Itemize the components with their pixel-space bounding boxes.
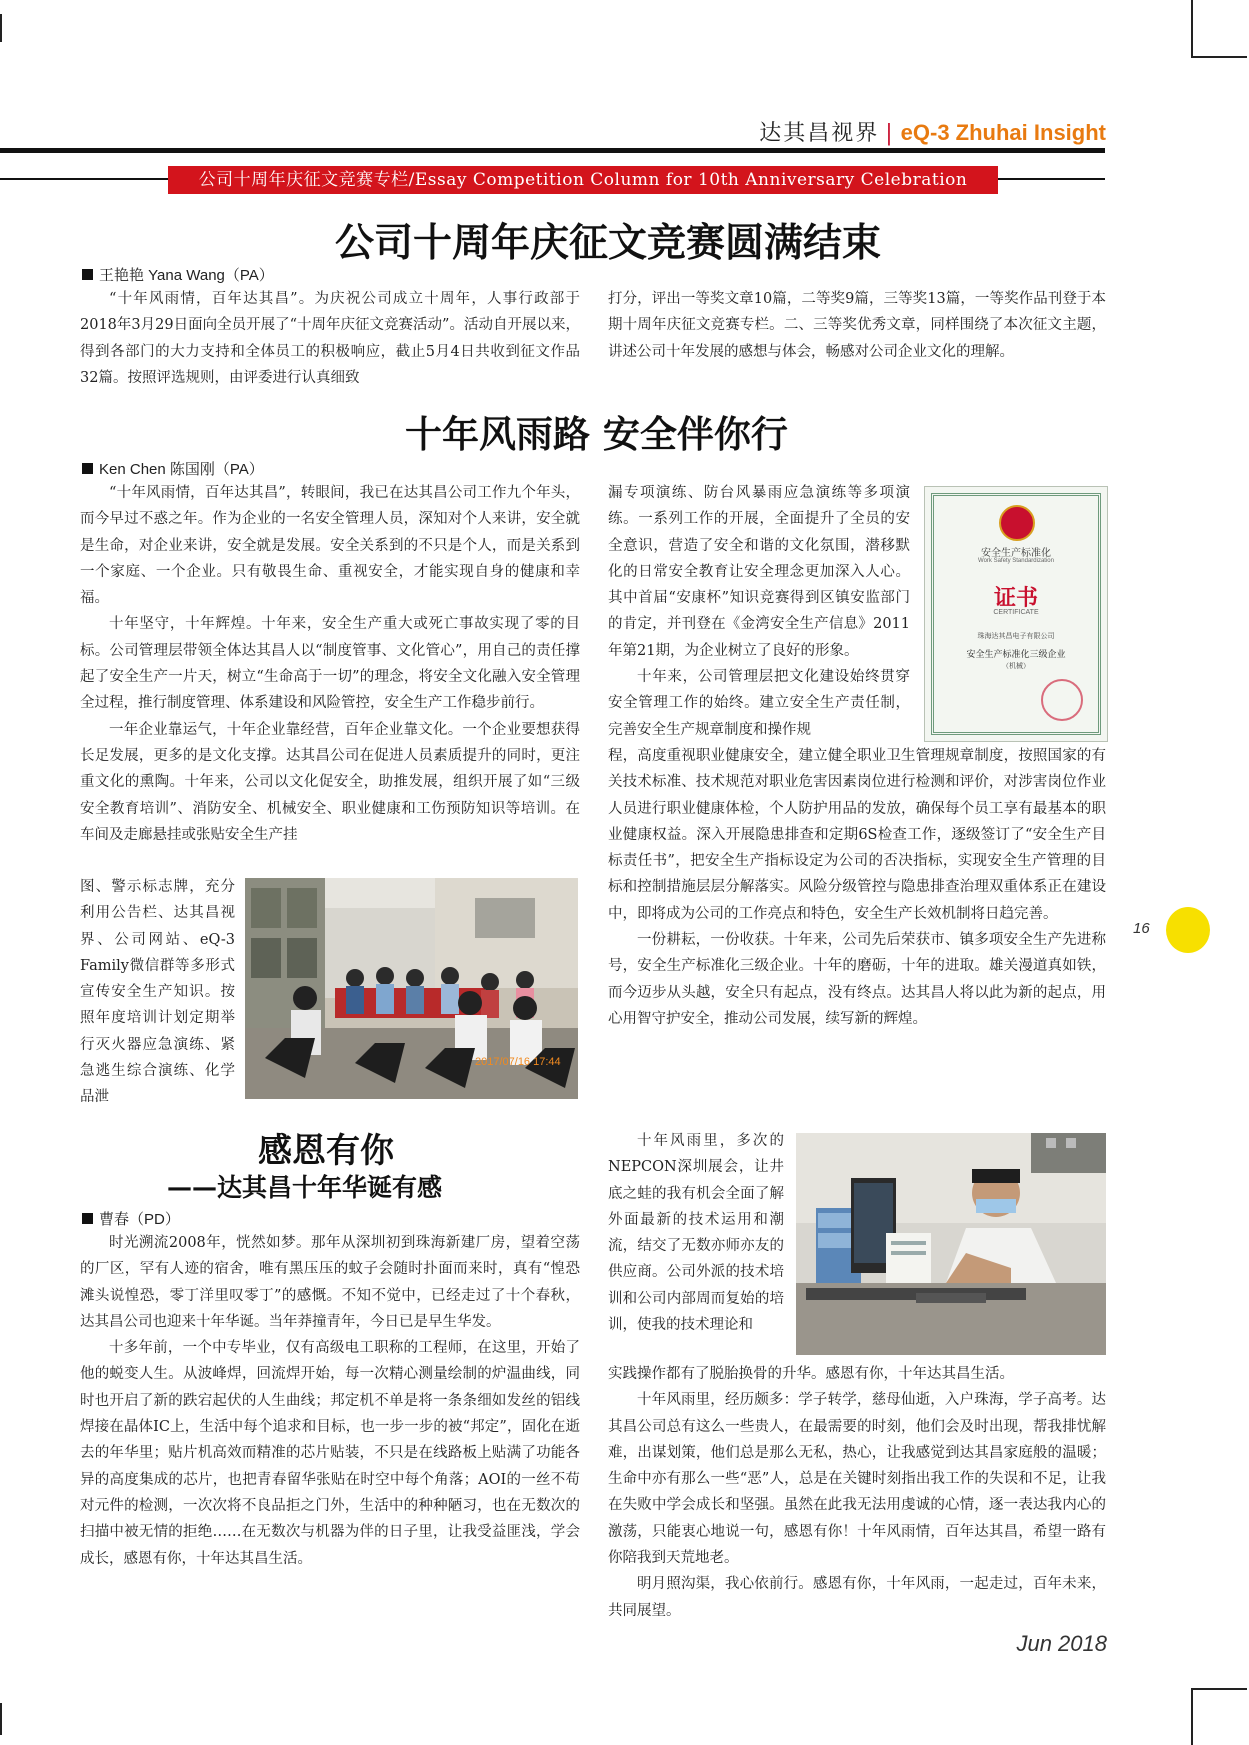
article3-title: 感恩有你 xyxy=(258,1131,394,1171)
article1-col2 xyxy=(608,286,1106,365)
running-header xyxy=(759,116,1106,147)
paragraph: 十年风雨里，多次的NEPCON深圳展会，让井底之蛙的我有机会全面了解外面最新的技术运用和潮流，结交了无数亦师亦友的供应商。公司外派的技术培训和公司内部周而复始的培训，使我的技术理论和 xyxy=(608,1133,784,1334)
crop-mark xyxy=(1191,56,1247,58)
byline-square-icon xyxy=(82,1213,93,1224)
photo-timestamp: 2017/07/16 17:44 xyxy=(475,1056,561,1068)
crop-mark xyxy=(1191,1688,1193,1745)
paragraph: “十年风雨情，百年达其昌”。为庆祝公司成立十周年，人事行政部于2018年3月29日面向全员开展了“十周年庆征文竞赛活动”。活动自开展以来，得到各部门的大力支持和全体员工的积极响应，截止5月4日共收到征文作品32篇。按照评选规则，由评委进行认真细致 xyxy=(80,291,580,386)
article2-title: 十年风雨路 安全伴你行 xyxy=(405,413,788,456)
section-name: 达其昌视界 xyxy=(759,121,880,146)
paragraph: 时光溯流2008年，恍然如梦。那年从深圳初到珠海新建厂房，望着空荡的厂区，罕有人迹的宿舍，唯有黑压压的蚊子会随时扑面而来时，真有“惶恐滩头说惶恐，零丁洋里叹零丁”的感慨。不知不觉中，已经走过了十个春秋，达其昌公司也迎来十年华诞。当年莽撞青年，今日已是早生华发。 xyxy=(80,1235,580,1330)
article2-left-narrow xyxy=(80,874,235,1111)
paragraph: 十多年前，一个中专毕业，仅有高级电工职称的工程师，在这里，开始了他的蜕变人生。从波峰焊，回流焊开始，每一次精心测量绘制的炉温曲线，同时也开启了新的跌宕起伏的人生曲线；邦定机不单是将一条条细如发丝的铝线焊接在晶体IC上，生活中每个追求和目标，也一步一步的被“邦定”，固化在逝去的年华里；贴片机高效而精准的芯片贴装，不只是在线路板上贴满了功能各异的高度集成的芯片，也把青春留华张贴在时空中每个角落；AOI的一丝不苟对元件的检测，一次次将不良品拒之门外，生活中的种种陋习，也在无数次的扫描中被无情的拒绝……在无数次与机器为伴的日子里，让我受益匪浅，学会成长，感恩有你，十年达其昌生活。 xyxy=(80,1340,580,1567)
crop-mark xyxy=(0,14,2,42)
certificate-company: 珠海达其昌电子有限公司 xyxy=(977,632,1055,640)
paragraph: “十年风雨情，百年达其昌”，转眼间，我已在达其昌公司工作九个年头，而今早过不惑之年。作为企业的一名安全管理人员，深知对个人来讲，安全就是生命，对企业来讲，安全就是发展。安全关系到的不只是个人，而是关系到一个家庭、一个企业。只有敬畏生命、重视安全，才能实现自身的健康和幸福。 xyxy=(80,485,580,607)
header-separator: | xyxy=(885,121,895,146)
article3-subtitle: ——达其昌十年华诞有感 xyxy=(167,1173,443,1202)
brand-name: eQ-3 Zhuhai Insight xyxy=(900,120,1106,145)
safety-certificate-image xyxy=(924,486,1108,742)
page-number: 16 xyxy=(1133,920,1150,937)
header-rule xyxy=(0,148,1105,153)
paragraph: 一份耕耘，一份收获。十年来，公司先后荣获市、镇多项安全生产先进称号，安全生产标准化三级企业。十年的磨砺，十年的进取。雄关漫道真如铁，而今迈步从头越，安全只有起点，没有终点。达其昌人将以此为新的起点，用心用智守护安全，推动公司发展，续写新的辉煌。 xyxy=(608,932,1106,1027)
article3-byline: 曹春（PD） xyxy=(82,1208,180,1229)
certificate-title: 证书 xyxy=(993,585,1038,611)
paragraph: 漏专项演练、防台风暴雨应急演练等多项演练。一系列工作的开展，全面提升了全员的安全意识，营造了安全和谐的文化氛围，潜移默化的日常安全教育让安全理念更加深入人心。其中首届“安康杯”知识竞赛得到区镇安监部门的肯定，并刊登在《金湾安全生产信息》2011年第21期，为企业树立了良好的形象。 xyxy=(608,485,910,659)
crop-mark xyxy=(1191,0,1193,58)
paragraph: 打分，评出一等奖文章10篇，二等奖9篇，三等奖13篇，一等奖作品刊登于本期十周年庆征文竞赛专栏。二、三等奖优秀文章，同样围绕了本次征文主题，讲述公司十年发展的感想与体会，畅感对公司企业文化的理解。 xyxy=(608,291,1106,360)
paragraph: 一年企业靠运气，十年企业靠经营，百年企业靠文化。一个企业要想获得长足发展，更多的是文化支撑。达其昌公司在促进人员素质提升的同时，更注重文化的熏陶。十年来，公司以文化促安全，助推发展，组织开展了如“三级安全教育培训”、消防安全、机械安全、职业健康和工伤预防知识等培训。在车间及走廊悬挂或张贴安全生产挂 xyxy=(80,721,580,843)
article2-right-narrow xyxy=(608,480,910,743)
article2-left-col xyxy=(80,480,580,848)
article3-left-col xyxy=(80,1230,580,1572)
issue-date: Jun 2018 xyxy=(1016,1631,1107,1656)
article1-byline: 王艳艳 Yana Wang（PA） xyxy=(82,264,274,285)
certificate-sub: Work Safety Standardization xyxy=(978,558,1054,564)
column-banner: 公司十周年庆征文竞赛专栏/Essay Competition Column for 10th Anniversary Celebration xyxy=(168,166,998,194)
engineer-at-computer-photo xyxy=(796,1133,1106,1355)
paragraph: 图、警示标志牌，充分利用公告栏、达其昌视界、公司网站、eQ-3 Family微信群等多形式宣传安全生产知识。按照年度培训计划定期举行灭火器应急演练、紧急逃生综合演练、化学品泄 xyxy=(80,879,235,1106)
article2-right-col xyxy=(608,743,1106,1032)
byline-square-icon xyxy=(82,463,93,474)
paragraph: 实践操作都有了脱胎换骨的升华。感恩有你，十年达其昌生活。 xyxy=(608,1366,1014,1382)
certificate-heading: 安全生产标准化 xyxy=(981,548,1051,559)
crop-mark xyxy=(1191,1688,1247,1690)
article1-col1 xyxy=(80,286,580,391)
paragraph: 十年风雨里，经历颇多：学子转学，慈母仙逝，入户珠海，学子高考。达其昌公司总有这么一些贵人，在最需要的时刻，他们会及时出现，帮我排忧解难，出谋划策，他们总是那么无私，热心，让我感觉到达其昌家庭般的温暖；生命中亦有那么一些“恶”人，总是在关键时刻指出我工作的失误和不足，让我在失败中学会成长和坚强。虽然在此我无法用虔诚的心情，逐一表达我内心的激荡，只能衷心地说一句，感恩有你！十年风雨情，百年达其昌，希望一路有你陪我到天荒地老。 xyxy=(608,1392,1106,1567)
paragraph: 十年来，公司管理层把文化建设始终贯穿安全管理工作的始终。建立安全生产责任制，完善安全生产规章制度和操作规 xyxy=(608,669,910,738)
page-marker-dot xyxy=(1166,907,1210,953)
byline-square-icon xyxy=(82,269,93,280)
certificate-title-en: CERTIFICATE xyxy=(993,609,1039,616)
article3-right-col xyxy=(608,1361,1106,1624)
article3-right-narrow xyxy=(608,1128,784,1338)
article1-title: 公司十周年庆征文竞赛圆满结束 xyxy=(335,221,882,266)
safety-training-photo xyxy=(245,878,578,1099)
office-photo-svg xyxy=(796,1133,1106,1355)
paragraph: 程，高度重视职业健康安全，建立健全职业卫生管理规章制度，按照国家的有关技术标准、技术规范对职业危害因素岗位进行检测和评价，对涉害岗位作业人员进行职业健康体检，个人防护用品的发放，确保每个员工享有最基本的职业健康权益。深入开展隐患排查和定期6S检查工作，逐级签订了“安全生产目标责任书”，把安全生产指标设定为公司的否决指标，实现安全生产管理的目标和控制措施层层分解落实。风险分级管控与隐患排查治理双重体系正在建设中，即将成为公司的工作亮点和特色，安全生产长效机制将日趋完善。 xyxy=(608,748,1106,922)
certificate-seal xyxy=(1041,679,1083,721)
paragraph: 十年坚守，十年辉煌。十年来，安全生产重大或死亡事故实现了零的目标。公司管理层带领全体达其昌人以“制度管事、文化管心”，用自己的责任撑起了安全生产一片天，树立“生命高于一切”的理念，将安全文化融入安全管理全过程，推行制度管理、体系建设和风险管控，安全生产工作稳步前行。 xyxy=(80,616,580,712)
certificate-industry: （机械） xyxy=(1002,662,1030,670)
emblem-icon xyxy=(999,505,1035,541)
certificate-grade: 安全生产标准化三级企业 xyxy=(966,650,1066,660)
paragraph: 明月照沟渠，我心依前行。感恩有你，十年风雨，一起走过，百年未来，共同展望。 xyxy=(608,1576,1106,1619)
article2-byline: Ken Chen 陈国刚（PA） xyxy=(82,458,264,479)
crop-mark xyxy=(0,1703,2,1735)
